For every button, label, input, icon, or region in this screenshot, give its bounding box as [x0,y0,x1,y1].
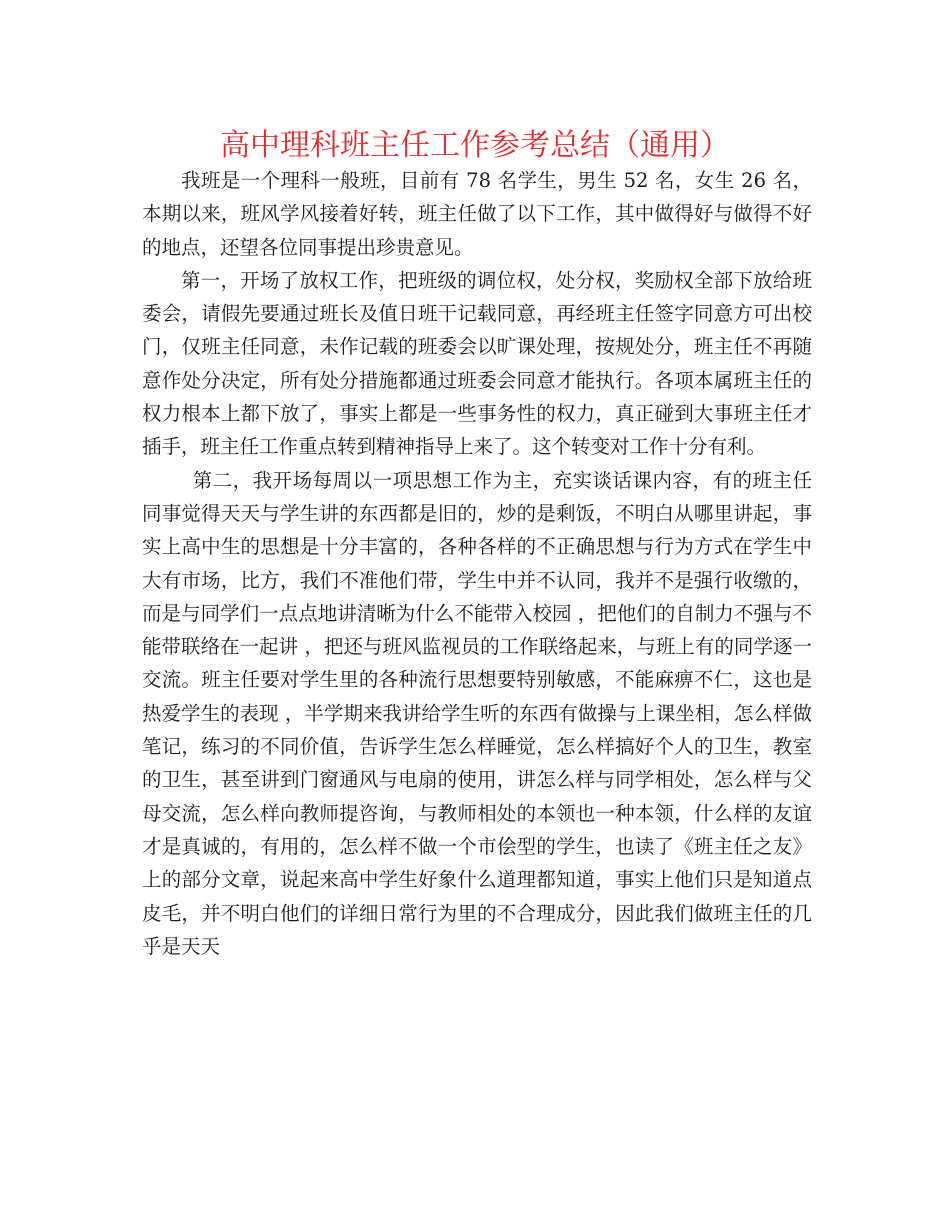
paragraph-first-point: 第一，开场了放权工作，把班级的调位权，处分权，奖励权全部下放给班委会，请假先要通过班长及值日班干记载同意，再经班主任签字同意方可出校门，仅班主任同意，未作记载的班委会以旷课处理，按规处分，班主任不再随意作处分决定，所有处分措施都通过班委会同意才能执行。各项本属班主任的权力根本上都下放了，事实上都是一些事务性的权力，真正碰到大事班主任才插手，班主任工作重点转到精神指导上来了。这个转变对工作十分有利。 [142,268,812,459]
paragraph-intro: 我班是一个理科一般班，目前有 78 名学生，男生 52 名，女生 26 名，本期以来，班风学风接着好转，班主任做了以下工作，其中做得好与做得不好的地点，还望各位同事提出珍贵意见。 [142,169,812,259]
document-body [142,164,812,963]
paragraph-second-point: 第二，我开场每周以一项思想工作为主，充实谈话课内容，有的班主任同事觉得天天与学生讲的东西都是旧的，炒的是剩饭，不明白从哪里讲起，事实上高中生的思想是十分丰富的，各种各样的不正确思想与行为方式在学生中大有市场，比方，我们不准他们带，学生中并不认同，我并不是强行收缴的，而是与同学们一点点地讲清晰为什么不能带入校园 ，把他们的自制力不强与不能带联络在一起讲 ，把还与班风监视员的工作联络起来，与班上有的同学逐一交流。班主任要对学生里的各种流行思想要特别敏感，不能麻痹不仁，这也是热爱学生的表现 ，半学期来我讲给学生听的东西有做操与上课坐相，怎么样做笔记，练习的不同价值，告诉学生怎么样睡觉，怎么样搞好个人的卫生，教室的卫生，甚至讲到门窗通风与电扇的使用，讲怎么样与同学相处，怎么样与父母交流，怎么样向教师提咨询，与教师相处的本领也一种本领，什么样的友谊才是真诚的，有用的，怎么样不做一个市侩型的学生，也读了《班主任之友》上的部分文章，说起来高中学生好象什么道理都知道，事实上他们只是知道点皮毛，并不明白他们的详细日常行为里的不合理成分，因此我们做班主任的几乎是天天 [142,468,812,958]
document-title: 高中理科班主任工作参考总结（通用） [220,128,730,163]
